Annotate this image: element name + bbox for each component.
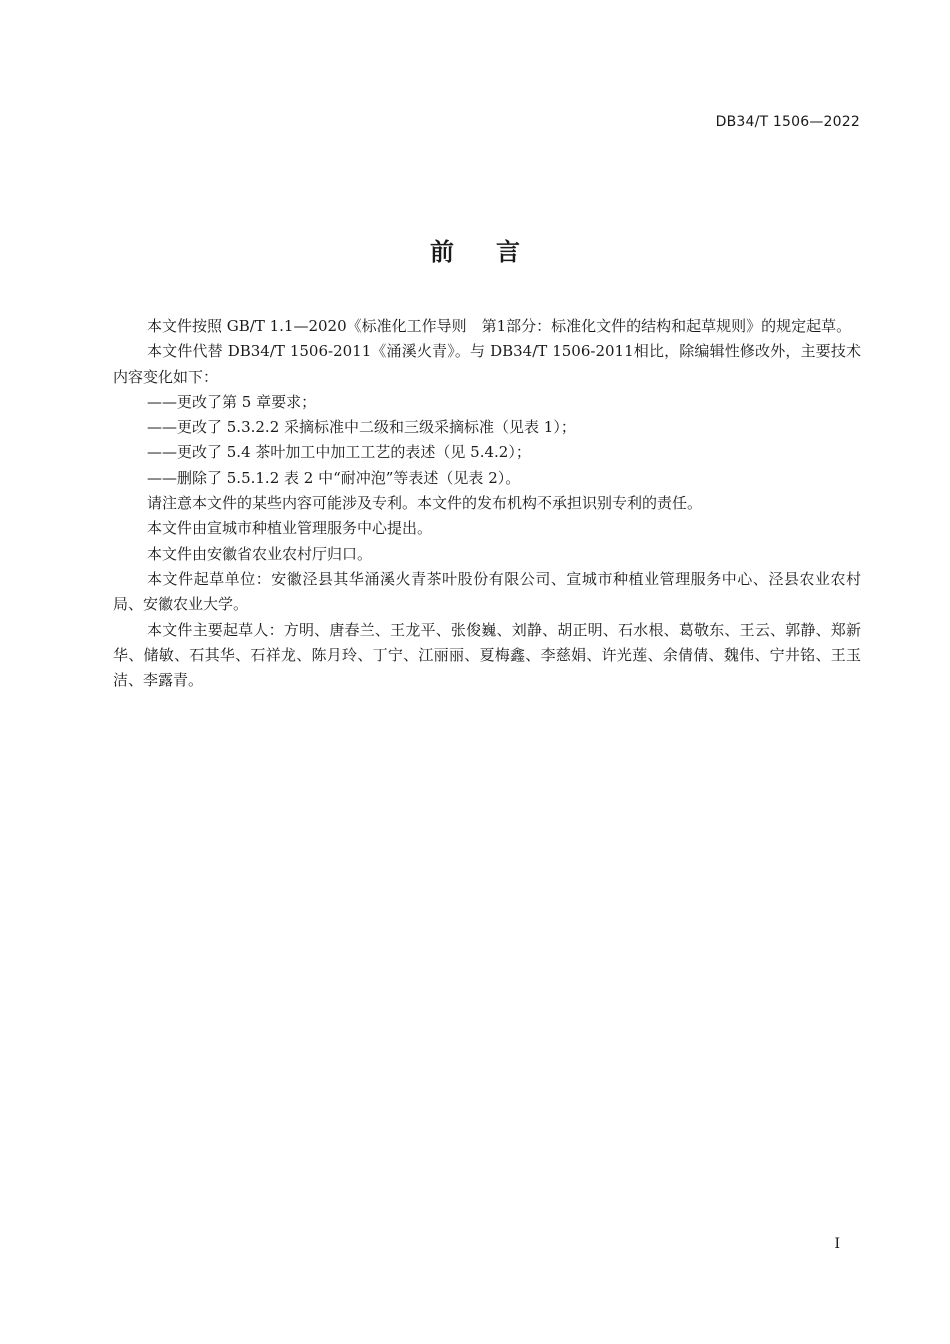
paragraph-drafting-units: 本文件起草单位：安徽泾县其华涌溪火青茶叶股份有限公司、宣城市种植业管理服务中心、泾县农业农村局、安徽农业大学。 bbox=[113, 569, 861, 614]
change-item: ——更改了 5.4 茶叶加工中加工工艺的表述（见 5.4.2）； bbox=[147, 443, 531, 462]
change-item: ——删除了 5.5.1.2 表 2 中“耐冲泡”等表述（见表 2）。 bbox=[147, 468, 521, 487]
paragraph-administrator: 本文件由安徽省农业农村厅归口。 bbox=[147, 544, 373, 563]
paragraph-drafting-rules: 本文件按照 GB/T 1.1—2020《标准化工作导则 第1部分：标准化文件的结构和起草规则》的规定起草。 bbox=[147, 317, 852, 335]
foreword-body bbox=[113, 314, 861, 693]
paragraph-drafters: 本文件主要起草人：方明、唐春兰、王龙平、张俊巍、刘静、胡正明、石水根、葛敬东、王云、郭静、郑新华、储敏、石其华、石祥龙、陈月玲、丁宁、江丽丽、夏梅鑫、李慈娟、许光莲、余倩倩、魏伟、宁井铭、王玉洁、李露青。 bbox=[113, 620, 861, 690]
paragraph-replacement: 本文件代替 DB34/T 1506-2011《涌溪火青》。与 DB34/T 1506-2011相比，除编辑性修改外，主要技术内容变化如下： bbox=[113, 342, 861, 386]
change-item: ——更改了 5.3.2.2 采摘标准中二级和三级采摘标准（见表 1）； bbox=[147, 418, 576, 437]
paragraph-proposer: 本文件由宣城市种植业管理服务中心提出。 bbox=[147, 519, 433, 538]
document-code: DB34/T 1506—2022 bbox=[715, 114, 860, 130]
paragraph-patent-notice: 请注意本文件的某些内容可能涉及专利。本文件的发布机构不承担识别专利的责任。 bbox=[147, 494, 703, 513]
page-number: I bbox=[834, 1236, 840, 1252]
change-item: ——更改了第 5 章要求； bbox=[147, 392, 317, 411]
page-title: 前言 bbox=[430, 238, 562, 266]
